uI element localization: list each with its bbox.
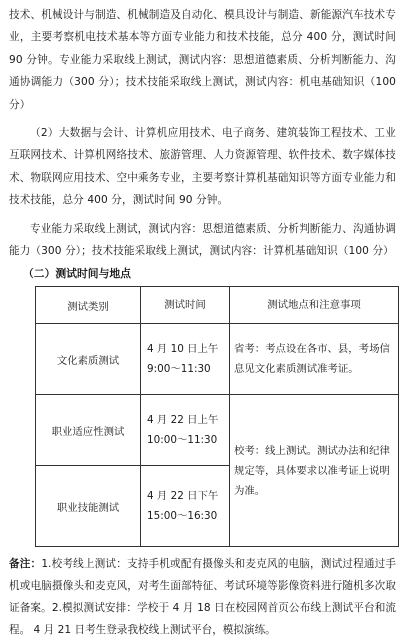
paragraph-computer-majors: （2）大数据与会计、计算机应用技术、电子商务、建筑装饰工程技术、工业互联网技术、计算机网络技术、旅游管理、人力资源管理、软件技术、数字媒体技术、物联网应用技术、空中乘务专业，主要考察计算机基础知识等方面专业能力和技术技能，总分 400 分，测试时间 90 分钟。 xyxy=(9,127,396,207)
table-row xyxy=(36,324,399,395)
row-time xyxy=(141,324,230,395)
row-date-text: 4 月 10 日上午 xyxy=(147,343,219,356)
row-date-text: 4 月 22 日上午 xyxy=(147,414,219,427)
row-category: 职业适应性测试 xyxy=(36,395,141,466)
paragraph-mechanical-majors: 技术、机械设计与制造、机械制造及自动化、模具设计与制造、新能源汽车技术专业，主要考察机电技术基本等方面专业能力和技术技能，总分 400 分，测试时间 90 分钟。专业能力采取线上测试，测试内容：思想道德素质、分析判断能力、沟通协调能力（300 分）；技术技能采取线上测试，测试内容：机电基础知识（100 分） xyxy=(9,9,396,111)
row-time xyxy=(141,466,230,547)
footer-note-text: 1.校考线上测试：支持手机或配有摄像头和麦克风的电脑，测试过程通过手机或电脑摄像头和麦克风，对考生面部特征、考试环境等影像资料进行随机多次取证备案。2.模拟测试安排：学校于 4 月 18 日在校园网首页公布线上测试平台和流程。 4 月 21 日考生登录我校线上测试平台，模拟演练。 xyxy=(9,558,397,637)
header-category: 测试类别 xyxy=(36,287,141,324)
row-time-text: 10:00～11:30 xyxy=(147,434,218,447)
row-note: 省考：考点设在各市、县，考场信息见文化素质测试准考证。 xyxy=(230,324,399,395)
row-time-text: 15:00～16:30 xyxy=(147,510,218,523)
footer-note-label: 备注： xyxy=(9,558,42,571)
section-title: （二）测试时间与地点 xyxy=(23,267,131,281)
table-header-row xyxy=(36,287,399,324)
row-time-text: 9:00～11:30 xyxy=(147,363,211,376)
merged-note: 校考：线上测试。测试办法和纪律规定等，具体要求以准考证上说明为准。 xyxy=(230,395,399,547)
row-category: 文化素质测试 xyxy=(36,324,141,395)
header-time: 测试时间 xyxy=(141,287,230,324)
row-date-text: 4 月 22 日下午 xyxy=(147,490,219,503)
row-category: 职业技能测试 xyxy=(36,466,141,547)
table-row xyxy=(36,395,399,466)
paragraph-test-content: 专业能力采取线上测试，测试内容：思想道德素质、分析判断能力、沟通协调能力（300 分）；技术技能采取线上测试，测试内容：计算机基础知识（100 分） xyxy=(9,222,396,258)
header-location: 测试地点和注意事项 xyxy=(230,287,399,324)
schedule-table xyxy=(35,286,399,547)
footer-note xyxy=(9,553,396,641)
row-time xyxy=(141,395,230,466)
